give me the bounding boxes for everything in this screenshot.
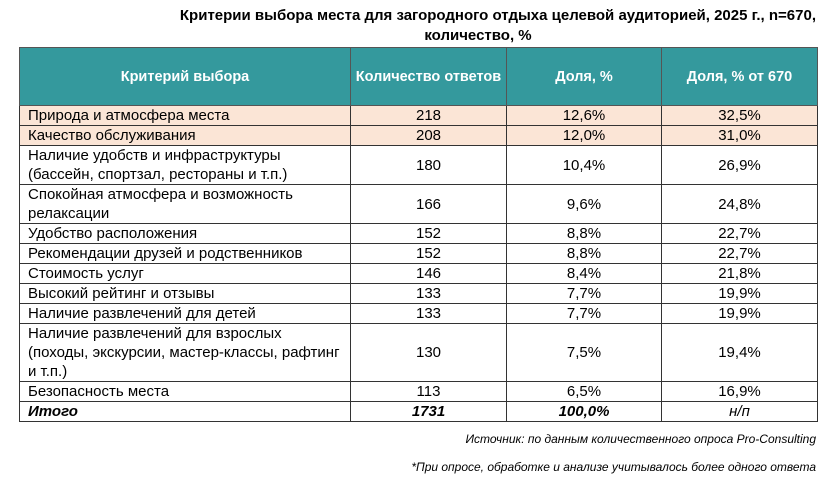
total-share-670: н/п <box>662 402 818 422</box>
table-row <box>20 284 818 304</box>
row-share-670: 22,7% <box>662 244 818 264</box>
title-line-2: количество, % <box>424 27 532 44</box>
header-share-670: Доля, % от 670 <box>662 48 818 106</box>
row-share: 8,8% <box>507 224 662 244</box>
row-criterion: Наличие удобств и инфраструктуры (бассейн, спортзал, рестораны и т.п.) <box>20 146 351 185</box>
table-row <box>20 146 818 185</box>
table-row <box>20 244 818 264</box>
row-criterion: Природа и атмосфера места <box>20 106 351 126</box>
row-share-670: 21,8% <box>662 264 818 284</box>
row-count: 208 <box>351 126 507 146</box>
source-note: Источник: по данным количественного опроса Pro-Consulting <box>465 432 816 446</box>
total-count: 1731 <box>351 402 507 422</box>
table-row <box>20 126 818 146</box>
header-count: Количество ответов <box>351 48 507 106</box>
row-count: 133 <box>351 284 507 304</box>
table-row <box>20 185 818 224</box>
row-share-670: 26,9% <box>662 146 818 185</box>
row-count: 152 <box>351 224 507 244</box>
row-count: 146 <box>351 264 507 284</box>
row-count: 180 <box>351 146 507 185</box>
row-share: 12,6% <box>507 106 662 126</box>
row-count: 152 <box>351 244 507 264</box>
table-row <box>20 264 818 284</box>
row-share: 10,4% <box>507 146 662 185</box>
table-row <box>20 224 818 244</box>
footnote: *При опросе, обработке и анализе учитывалось более одного ответа <box>411 460 816 474</box>
row-count: 218 <box>351 106 507 126</box>
row-criterion: Удобство расположения <box>20 224 351 244</box>
total-label: Итого <box>20 402 351 422</box>
row-share-670: 19,4% <box>662 324 818 382</box>
row-count: 166 <box>351 185 507 224</box>
row-share-670: 19,9% <box>662 284 818 304</box>
total-row <box>20 402 818 422</box>
table-row <box>20 382 818 402</box>
row-share: 8,4% <box>507 264 662 284</box>
row-criterion: Безопасность места <box>20 382 351 402</box>
row-share-670: 19,9% <box>662 304 818 324</box>
row-count: 130 <box>351 324 507 382</box>
row-criterion: Спокойная атмосфера и возможность релаксации <box>20 185 351 224</box>
row-criterion: Наличие развлечений для взрослых (походы, экскурсии, мастер-классы, рафтинг и т.п.) <box>20 324 351 382</box>
title-line-1: Критерии выбора места для загородного отдыха целевой аудиторией, 2025 г., n=670, <box>179 7 816 24</box>
criteria-table <box>19 47 818 422</box>
row-criterion: Рекомендации друзей и родственников <box>20 244 351 264</box>
header-share: Доля, % <box>507 48 662 106</box>
table-row <box>20 304 818 324</box>
row-share: 7,7% <box>507 284 662 304</box>
row-share-670: 31,0% <box>662 126 818 146</box>
table-row <box>20 106 818 126</box>
row-share: 8,8% <box>507 244 662 264</box>
row-share: 7,5% <box>507 324 662 382</box>
row-criterion: Наличие развлечений для детей <box>20 304 351 324</box>
row-share-670: 22,7% <box>662 224 818 244</box>
row-share-670: 24,8% <box>662 185 818 224</box>
row-criterion: Стоимость услуг <box>20 264 351 284</box>
row-share-670: 16,9% <box>662 382 818 402</box>
row-share: 12,0% <box>507 126 662 146</box>
total-share: 100,0% <box>507 402 662 422</box>
table-row <box>20 324 818 382</box>
row-criterion: Высокий рейтинг и отзывы <box>20 284 351 304</box>
header-row <box>20 48 818 106</box>
header-criterion: Критерий выбора <box>20 48 351 106</box>
row-criterion: Качество обслуживания <box>20 126 351 146</box>
table-title <box>20 6 816 46</box>
row-share: 7,7% <box>507 304 662 324</box>
row-share: 9,6% <box>507 185 662 224</box>
row-share-670: 32,5% <box>662 106 818 126</box>
row-count: 113 <box>351 382 507 402</box>
row-share: 6,5% <box>507 382 662 402</box>
row-count: 133 <box>351 304 507 324</box>
